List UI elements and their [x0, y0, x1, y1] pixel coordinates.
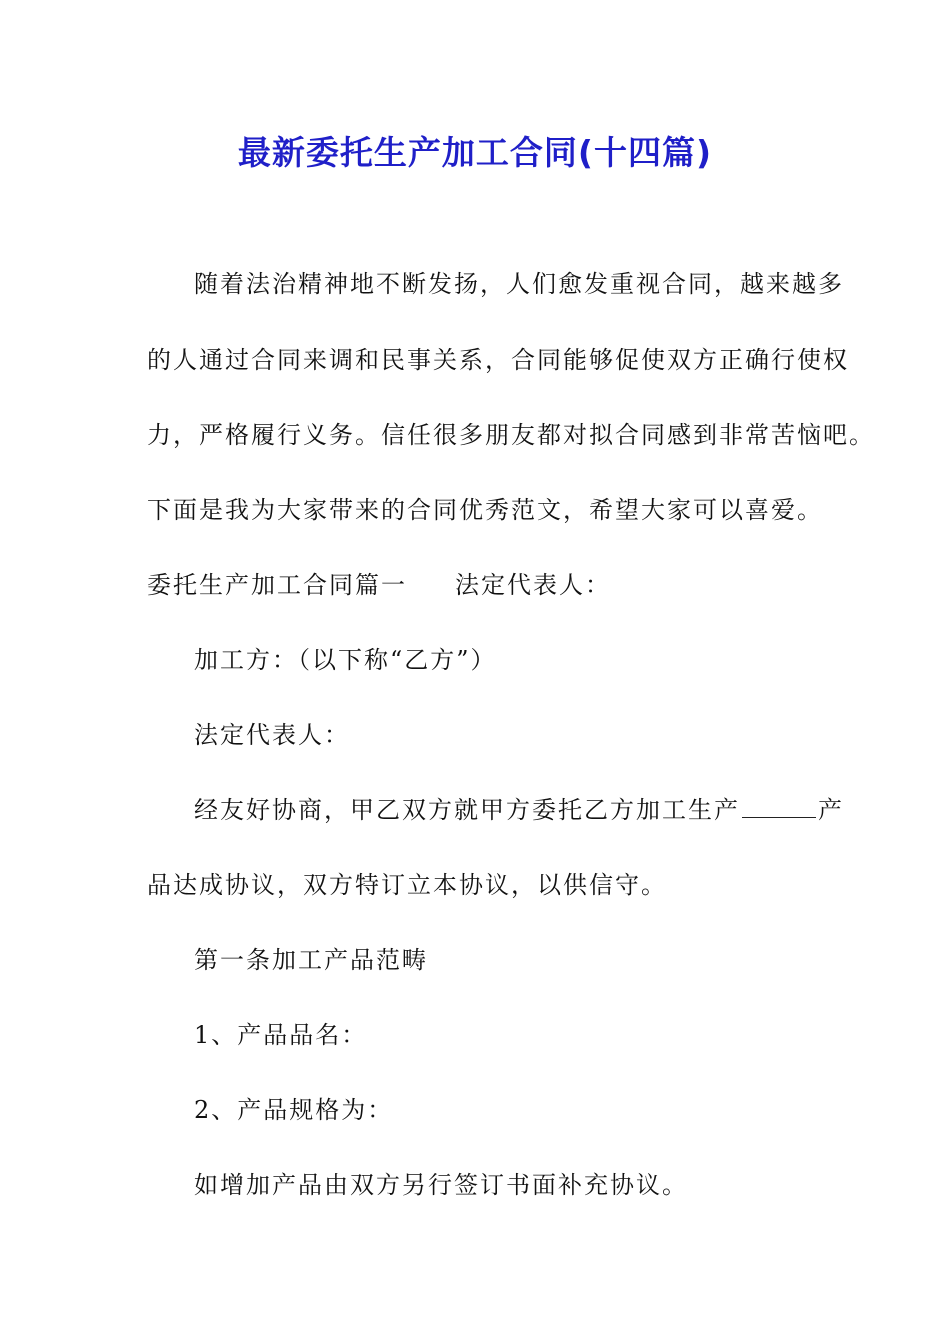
- agreement-text-end: 产: [818, 796, 844, 824]
- processor-line: 加工方：（以下称“乙方”）: [194, 646, 497, 674]
- intro-line-3: 力，严格履行义务。信任很多朋友都对拟合同感到非常苦恼吧。: [147, 421, 875, 449]
- legal-rep-line: 法定代表人：: [194, 721, 350, 749]
- document-title: 最新委托生产加工合同(十四篇): [237, 133, 713, 172]
- section-heading: 委托生产加工合同篇一: [147, 571, 407, 599]
- item-product-spec: 2、产品规格为：: [194, 1096, 394, 1124]
- intro-line-1: 随着法治精神地不断发扬，人们愈发重视合同，越来越多: [194, 270, 844, 298]
- agreement-line-2: 品达成协议，双方特订立本协议，以供信守。: [147, 871, 667, 899]
- legal-rep-label: 法定代表人：: [455, 571, 611, 599]
- product-blank: [742, 795, 816, 818]
- intro-line-2: 的人通过合同来调和民事关系，合同能够促使双方正确行使权: [147, 346, 849, 374]
- agreement-text: 经友好协商，甲乙双方就甲方委托乙方加工生产: [194, 796, 740, 824]
- section-heading-line: [147, 568, 827, 602]
- agreement-line-1: [194, 793, 874, 827]
- supplement-line: 如增加产品由双方另行签订书面补充协议。: [194, 1171, 688, 1199]
- item-product-name: 1、产品品名：: [194, 1021, 368, 1049]
- article1-heading: 第一条加工产品范畴: [194, 946, 428, 974]
- intro-line-4: 下面是我为大家带来的合同优秀范文，希望大家可以喜爱。: [147, 496, 823, 524]
